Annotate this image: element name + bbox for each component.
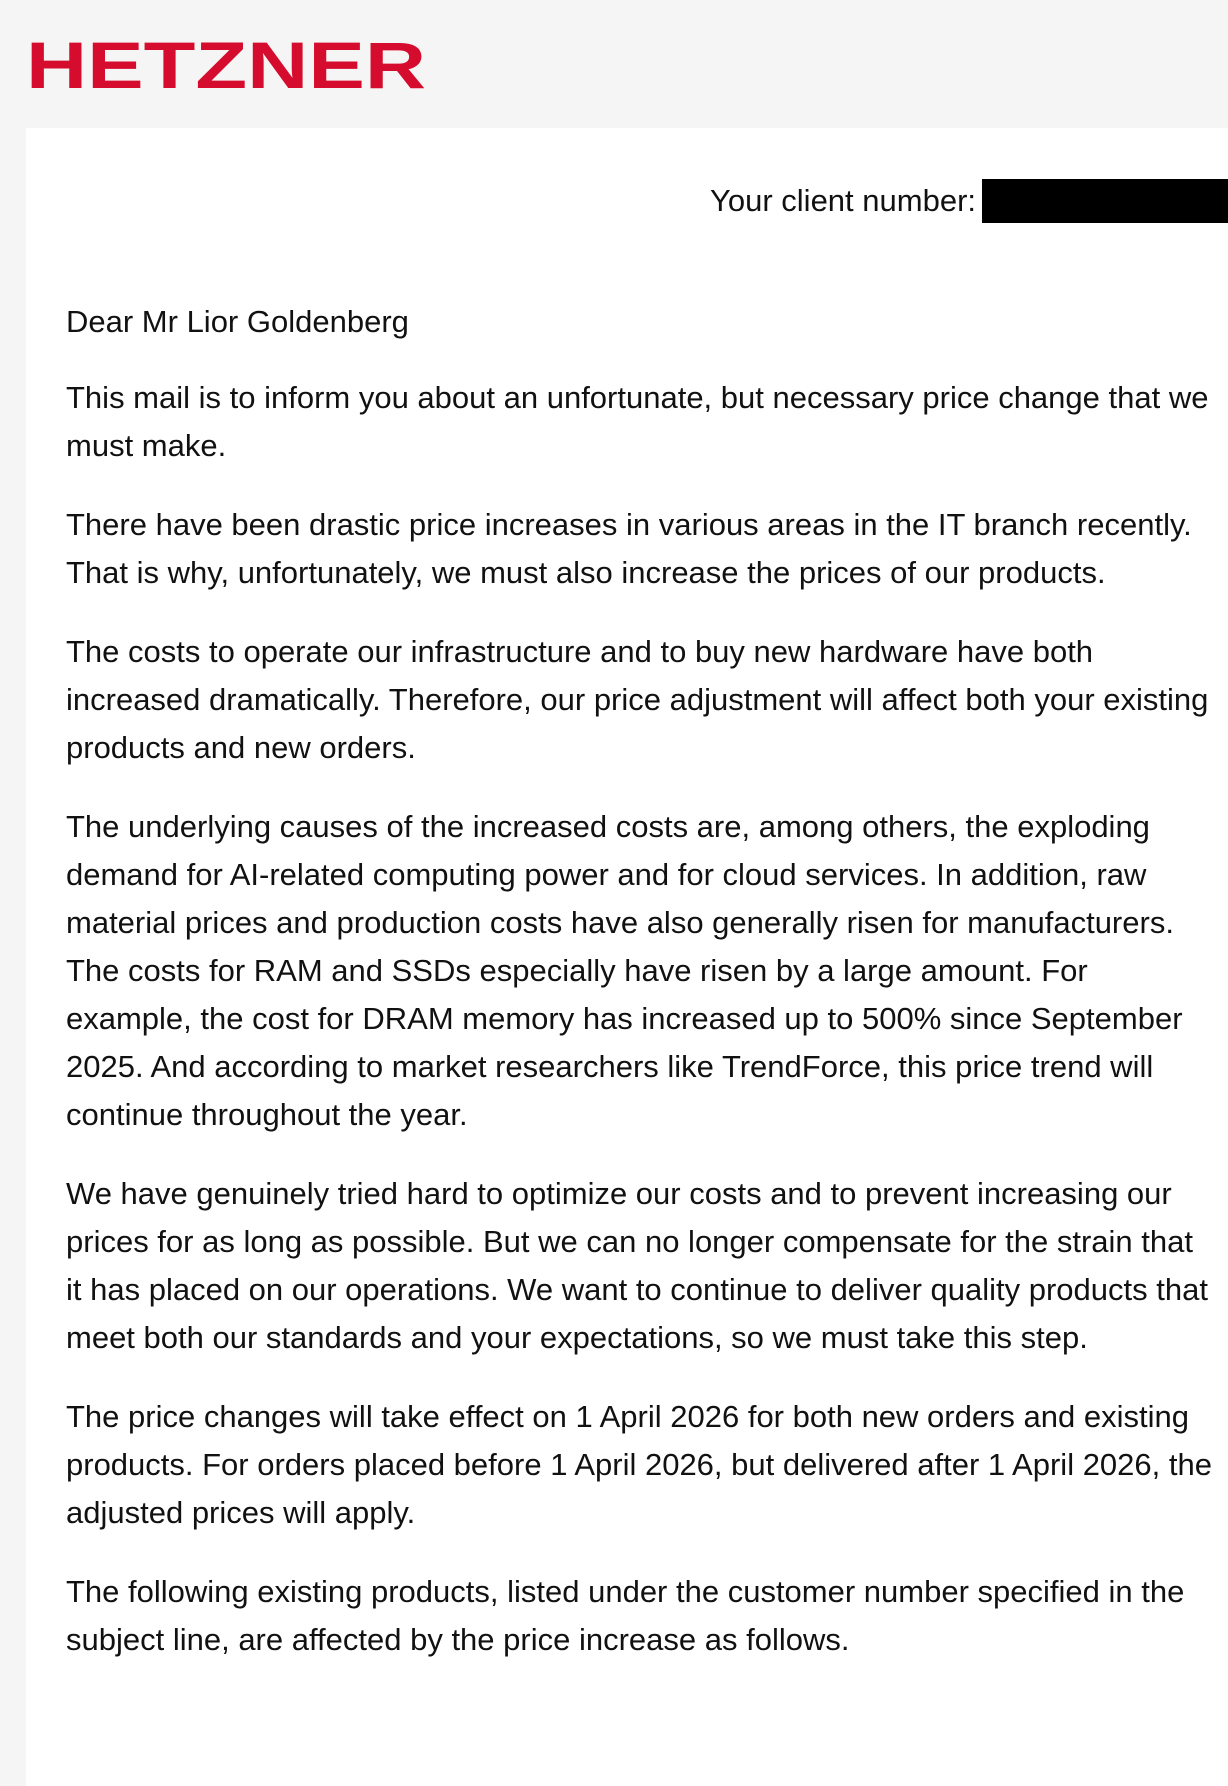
letter-content: [66, 298, 1216, 1695]
paragraph-effective-date: The price changes will take effect on 1 April 2026 for both new orders and existing products. For orders placed before 1 April 2026, but delivered after 1 April 2026, the adjusted prices will apply.: [66, 1399, 1212, 1530]
email-body-card: [26, 128, 1228, 1786]
paragraph-costs: The costs to operate our infrastructure and to buy new hardware have both increased dramatically. Therefore, our price adjustment will affect both your existing products and new orders.: [66, 634, 1209, 765]
hetzner-logo-text: HETZNER: [26, 34, 426, 94]
hetzner-logo: [26, 34, 426, 94]
email-header: [0, 0, 1228, 128]
client-number-redacted: [982, 179, 1228, 223]
greeting: Dear Mr Lior Goldenberg: [66, 304, 409, 339]
client-number-label: Your client number:: [710, 183, 976, 218]
client-number-row: [710, 178, 1228, 224]
paragraph-causes: The underlying causes of the increased costs are, among others, the exploding demand for AI-related computing power and for cloud services. In addition, raw material prices and production costs have also generally risen for manufacturers. The costs for RAM and SSDs especially have risen by a large amount. For example, the cost for DRAM memory has increased up to 500% since September 2025. And according to market researchers like TrendForce, this price trend will continue throughout the year.: [66, 809, 1183, 1132]
paragraph-price-increases: There have been drastic price increases in various areas in the IT branch recently. That is why, unfortunately, we must also increase the prices of our products.: [66, 507, 1192, 590]
paragraph-efforts: We have genuinely tried hard to optimize our costs and to prevent increasing our prices for as long as possible. But we can no longer compensate for the strain that it has placed on our operations. We want to continue to deliver quality products that meet both our standards and your expectations, so we must take this step.: [66, 1176, 1208, 1355]
paragraph-affected-products: The following existing products, listed under the customer number specified in the subject line, are affected by the price increase as follows.: [66, 1574, 1185, 1657]
paragraph-intro: This mail is to inform you about an unfortunate, but necessary price change that we must make.: [66, 380, 1209, 463]
